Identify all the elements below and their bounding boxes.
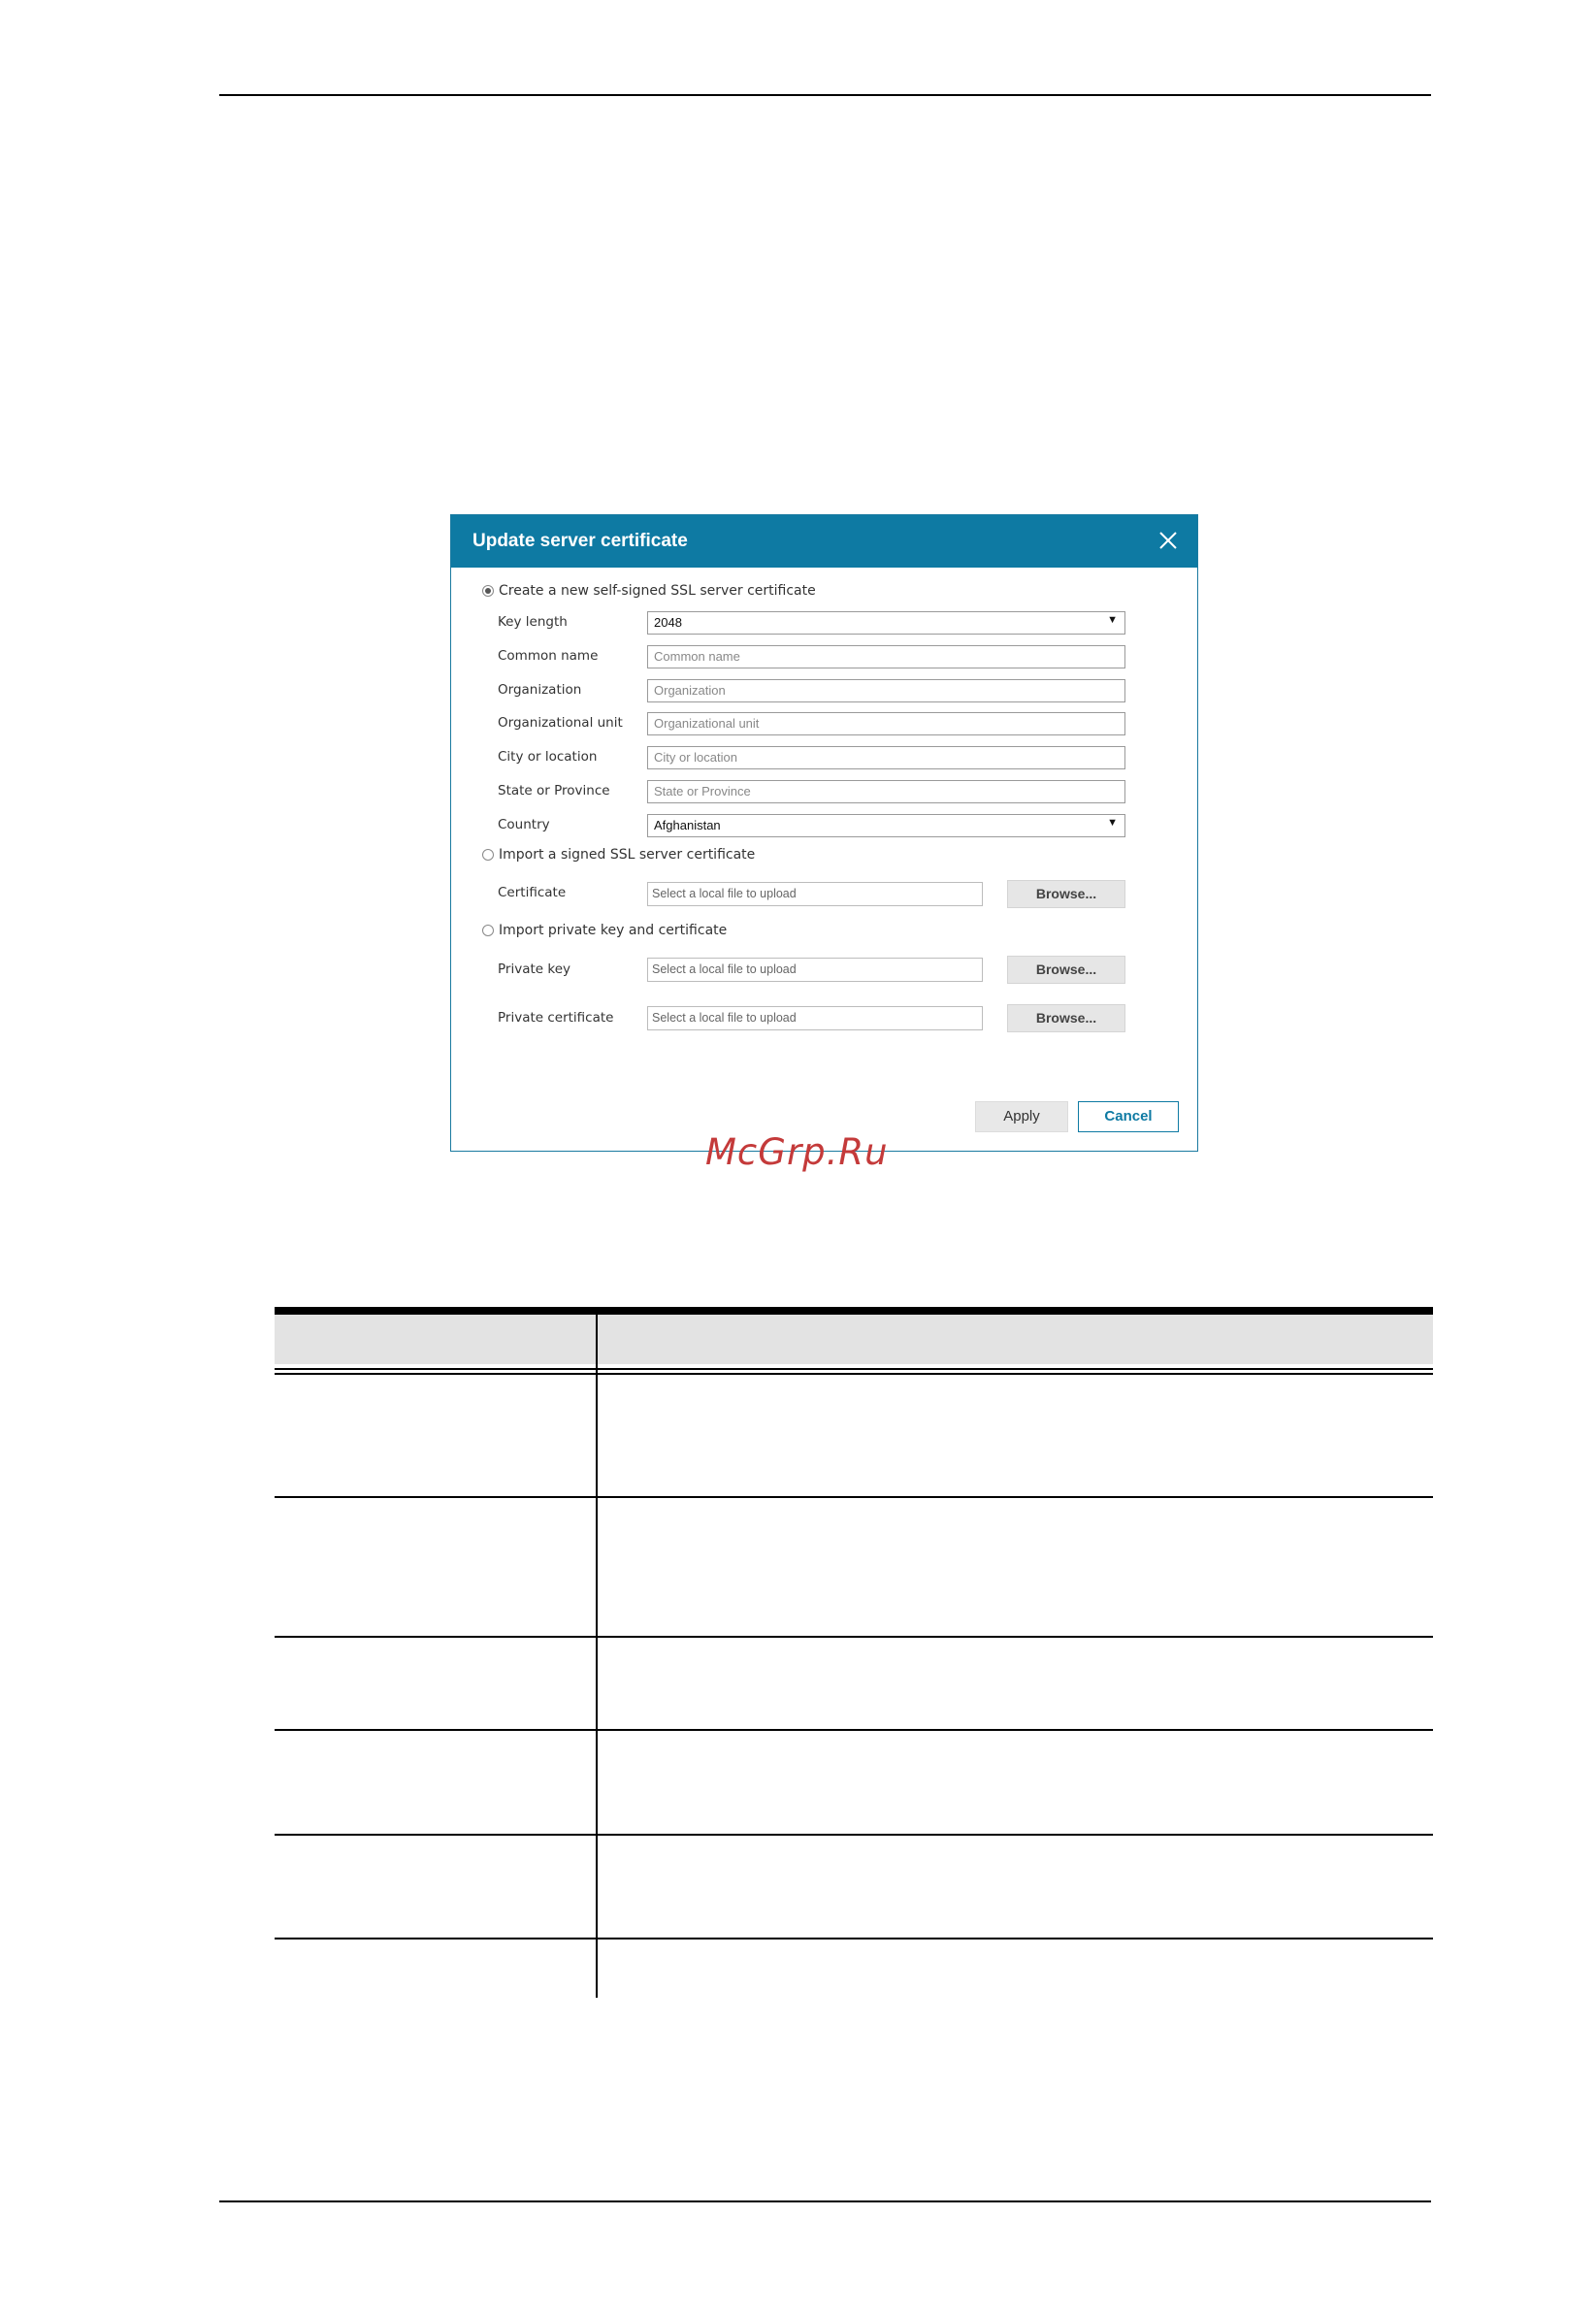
browse-certificate-button[interactable]: Browse...	[1007, 880, 1125, 908]
close-icon[interactable]	[1156, 529, 1180, 552]
option-create-self-signed[interactable]	[482, 583, 816, 599]
key-length-select[interactable]	[647, 611, 1125, 635]
radio-import-key-and-cert[interactable]	[482, 925, 494, 936]
table-column-divider	[596, 1315, 598, 1998]
organizational-unit-label: Organizational unit	[498, 715, 623, 731]
top-rule	[219, 94, 1431, 96]
dialog-header	[451, 515, 1197, 568]
cancel-button[interactable]: Cancel	[1078, 1101, 1179, 1132]
state-input[interactable]: State or Province	[647, 780, 1125, 803]
private-certificate-label: Private certificate	[498, 1010, 614, 1026]
watermark: McGrp.Ru	[705, 1131, 889, 1173]
option-label: Create a new self-signed SSL server certificate	[499, 583, 816, 599]
update-certificate-dialog	[450, 514, 1198, 1152]
table-row-divider	[275, 1938, 1433, 1939]
bottom-rule	[219, 2200, 1431, 2202]
city-input[interactable]: City or location	[647, 746, 1125, 769]
key-length-label: Key length	[498, 614, 568, 630]
private-certificate-file-input[interactable]: Select a local file to upload	[647, 1006, 983, 1030]
organization-input[interactable]: Organization	[647, 679, 1125, 702]
certificate-file-input[interactable]: Select a local file to upload	[647, 882, 983, 906]
option-label: Import private key and certificate	[499, 923, 728, 938]
organization-label: Organization	[498, 682, 582, 698]
apply-button[interactable]: Apply	[975, 1101, 1068, 1132]
radio-create-self-signed[interactable]	[482, 585, 494, 597]
table-row-divider	[275, 1834, 1433, 1836]
country-value: Afghanistan	[654, 818, 721, 832]
state-label: State or Province	[498, 783, 610, 798]
city-label: City or location	[498, 749, 598, 765]
dropdown-arrow-icon: ▼	[1107, 614, 1118, 626]
country-select[interactable]	[647, 814, 1125, 837]
table-row-divider	[275, 1496, 1433, 1498]
key-length-value: 2048	[654, 615, 682, 630]
certificate-label: Certificate	[498, 885, 567, 900]
common-name-label: Common name	[498, 648, 599, 664]
option-import-signed[interactable]	[482, 847, 755, 863]
organizational-unit-input[interactable]: Organizational unit	[647, 712, 1125, 735]
table-header-rule	[275, 1373, 1433, 1375]
table-row-divider	[275, 1729, 1433, 1731]
table-header-rule	[275, 1368, 1433, 1370]
browse-private-certificate-button[interactable]: Browse...	[1007, 1004, 1125, 1032]
radio-import-signed[interactable]	[482, 849, 494, 861]
country-label: Country	[498, 817, 550, 832]
option-label: Import a signed SSL server certificate	[499, 847, 756, 863]
common-name-input[interactable]: Common name	[647, 645, 1125, 668]
table-row-divider	[275, 1636, 1433, 1638]
private-key-label: Private key	[498, 961, 570, 977]
table-top-rule	[275, 1307, 1433, 1315]
option-import-key-and-cert[interactable]	[482, 923, 727, 938]
private-key-file-input[interactable]: Select a local file to upload	[647, 958, 983, 982]
dialog-title: Update server certificate	[472, 531, 688, 551]
browse-private-key-button[interactable]: Browse...	[1007, 956, 1125, 984]
table-header-row	[275, 1315, 1433, 1364]
dropdown-arrow-icon: ▼	[1107, 817, 1118, 829]
